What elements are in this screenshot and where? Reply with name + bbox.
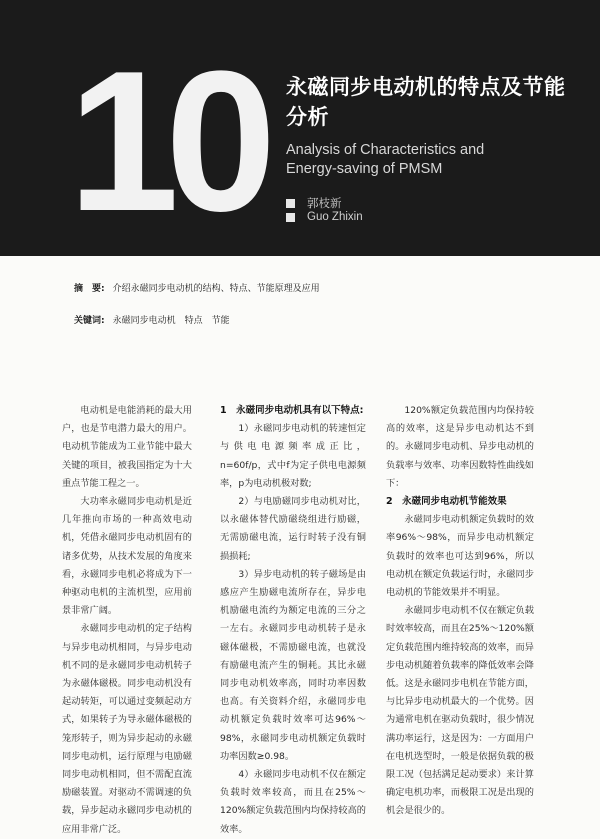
bullet-square-icon — [286, 199, 295, 208]
body-paragraph: 1）永磁同步电动机的转速恒定与供电电源频率成正比，n=60f/p，式中f为定子供电电源频率，p为电动机极对数; — [220, 423, 366, 489]
body-column-left — [62, 402, 192, 839]
section-heading: 1 永磁同步电动机具有以下特点: — [220, 405, 364, 416]
article-number: 10 — [68, 30, 263, 253]
body-paragraph: 电动机是电能消耗的最大用户，也是节电潜力最大的用户。电动机节能成为工业节能中最大关键的项目，被我国指定为十大重点节能工程之一。 — [62, 405, 192, 489]
article-title-english: Analysis of Characteristics and Energy-saving of PMSM — [286, 142, 485, 177]
keywords-text: 永磁同步电动机 特点 节能 — [112, 316, 230, 326]
body-column-middle — [220, 402, 366, 839]
body-paragraph: 永磁同步电动机额定负载时的效率96%～98%，而异步电动机额定负载时的效率也可达到96%，所以电动机在额定负载运行时，永磁同步电动机的节能效果并不明显。 — [386, 514, 534, 599]
body-paragraph: 永磁同步电动机不仅在额定负载时效率较高，而且在25%～120%额定负载范围内维持较高的效率，而异步电动机随着负载率的降低效率会降低。这是永磁同步电机在节能方面，与比异步电动机最大的一个优势。因为通常电机在驱动负载时，很少情况满功率运行，这是因为：一方面用户在电机选型时，一般是依据负载的极限工况（包括满足起动要求）来计算确定电机功率，而极限工况是出现的机会是很少的。 — [386, 605, 534, 817]
keywords-label: 关键词: — [74, 316, 105, 326]
body-paragraph: 永磁同步电动机的定子结构与异步电动机相同，与异步电动机不同的是永磁同步电动机转子为永磁体磁极。同步电动机没有起动转矩，可以通过变频起动方式，如果转子为导永磁体磁极的笼形转子，则为异步起动的永磁同步电动机，运行原理与电励磁同步电动机相同，但不需配直流励磁装置。对驱动不需调速的负载，异步起动永磁同步电动机的应用非常广泛。 — [62, 623, 192, 835]
abstract-label: 摘 要: — [74, 284, 105, 294]
author-name-english: Guo Zhixin — [307, 211, 363, 223]
article-header-banner — [0, 0, 600, 256]
body-paragraph: 4）永磁同步电动机不仅在额定负载时效率较高，而且在25%～120%额定负载范围内均保持较高的效率。 — [220, 769, 366, 835]
author-name-chinese: 郭枝新 — [307, 196, 342, 210]
body-column-right — [386, 402, 534, 821]
bullet-square-icon — [286, 213, 295, 222]
author-chinese-line — [286, 195, 342, 211]
section-heading: 2 永磁同步电动机节能效果 — [386, 496, 507, 508]
body-paragraph: 120%额定负载范围内均保持较高的效率，这是异步电动机达不到的。永磁同步电动机、异步电动机的负载率与效率、功率因数特性曲线如下： — [386, 405, 534, 489]
author-english-line — [286, 211, 363, 223]
abstract — [74, 281, 320, 294]
article-title-chinese: 永磁同步电动机的特点及节能分析 — [286, 75, 566, 129]
body-paragraph: 3）异步电动机的转子磁场是由感应产生励磁电流所存在，异步电机励磁电流约为额定电流的三分之一左右。永磁同步电动机转子是永磁体磁极，不需励磁电流，也就没有励磁电流产生的铜耗。其比永磁同步电动机效率高，同时功率因数也高。有关资料介绍，永磁同步电动机额定负载时效率可达96%～98%，永磁同步电动机额定负载时功率因数≥0.98。 — [220, 568, 366, 762]
keywords — [74, 313, 230, 326]
body-paragraph: 大功率永磁同步电动机是近几年推向市场的一种高效电动机，凭借永磁同步电动机固有的诸多优势，从技术发展的角度来看，永磁同步电机必将成为下一种驱动电机的主流机型，应用前景非常广阔。 — [62, 496, 192, 617]
body-paragraph: 2）与电励磁同步电动机对比，以永磁体替代励磁绕组进行励磁，无需励磁电流，运行时转子没有铜损损耗; — [220, 496, 366, 562]
abstract-text: 介绍永磁同步电动机的结构、特点、节能原理及应用 — [112, 284, 320, 294]
